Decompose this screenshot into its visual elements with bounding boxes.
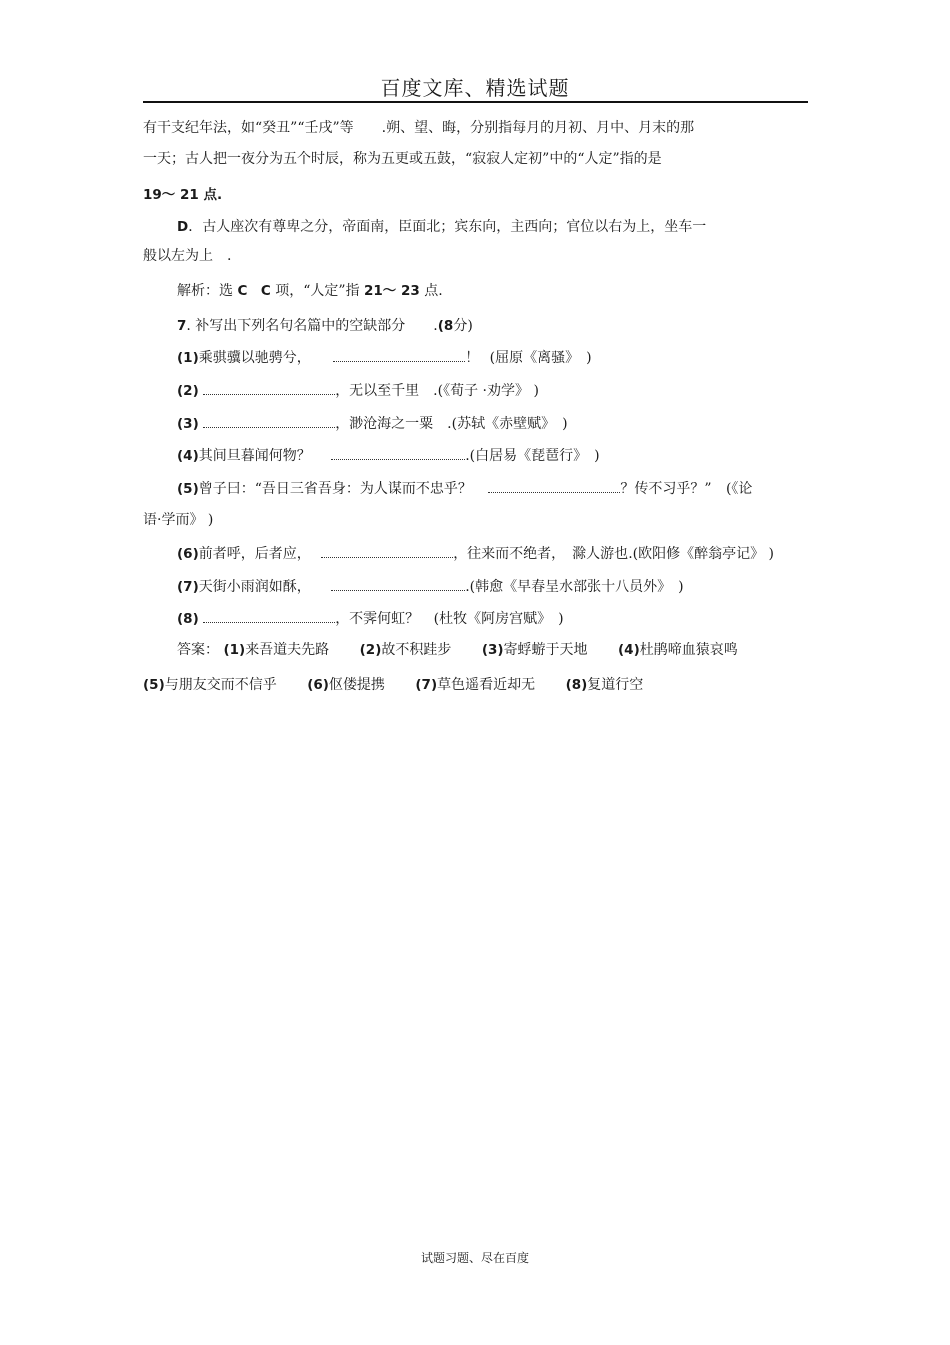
sub-question-1 [177, 349, 592, 367]
fill-blank[interactable] [333, 349, 465, 362]
sub-question-7 [177, 578, 684, 596]
sub-q-source: (苏轼《赤壁赋》 ) [451, 416, 568, 432]
sub-question-5-cont: 语·学而》 ) [143, 512, 214, 528]
sub-q-text: 曾子曰：“吾日三省吾身：为人谋而不忠乎？ [198, 481, 472, 497]
sub-q-source: (杜牧《阿房宫赋》 ) [433, 611, 564, 627]
question-7-score-unit: 分) [453, 318, 473, 334]
header-rule [143, 101, 808, 103]
text-line-2: 一天；古人把一夜分为五个时辰，称为五更或五鼓，“寂寂人定初”中的“人定”指的是 [143, 151, 662, 167]
answer-number: (2) [359, 642, 382, 658]
sub-question-5 [177, 480, 752, 498]
fill-blank[interactable] [488, 480, 620, 493]
sub-q-text: 其间旦暮闻何物？ [198, 448, 311, 464]
sub-q-number: (8) [177, 611, 199, 627]
analysis-text: 项，“人定”指 [275, 283, 360, 299]
sub-q-source: (屈原《离骚》 ) [489, 350, 592, 366]
option-d-letter: D [177, 219, 189, 235]
fill-blank[interactable] [331, 447, 465, 460]
answer-text: 草色遥看近却无 [437, 677, 536, 693]
analysis-line [177, 282, 443, 300]
fill-blank[interactable] [203, 610, 335, 623]
sub-q-text: 乘骐骥以驰骋兮， [198, 350, 311, 366]
answer-text: 复道行空 [587, 677, 644, 693]
answer-text: 与朋友交而不信乎 [164, 677, 277, 693]
option-d [177, 218, 706, 236]
fill-blank[interactable] [203, 415, 335, 428]
answer-number: (7) [415, 677, 438, 693]
answer-text: 来吾道夫先路 [245, 642, 330, 658]
question-7-heading [177, 317, 473, 335]
sub-q-punct: . [465, 448, 470, 464]
answer-number: (5) [143, 677, 165, 693]
sub-q-text-2: ？传不习乎？” [620, 481, 712, 497]
sub-q-text: ，渺沧海之一粟 . [335, 416, 452, 432]
sub-question-6 [177, 545, 774, 563]
sub-q-source: (《荀子 ·劝学》 ) [437, 383, 539, 399]
fill-blank[interactable] [321, 545, 453, 558]
sub-q-number: (5) [177, 481, 199, 497]
sub-q-source: (《论 [725, 481, 753, 497]
sub-q-number: (7) [177, 579, 199, 595]
sub-q-number: (1) [177, 350, 199, 366]
question-7-score: (8 [437, 318, 454, 334]
answer-number: (6) [307, 677, 329, 693]
answer-text: 伛偻提携 [328, 677, 385, 693]
sub-q-text: 前者呼，后者应， [198, 546, 311, 562]
sub-question-3 [177, 415, 568, 433]
analysis-hours: 21～ 23 [364, 283, 420, 299]
question-7-text: . 补写出下列名句名篇中的空缺部分 . [186, 318, 438, 334]
answer-text: 寄蜉蝣于天地 [503, 642, 588, 658]
sub-q-source: (韩愈《早春呈水部张十八员外》 ) [469, 579, 684, 595]
sub-q-text-2: ，往来而不绝者， 滁人游也 [453, 546, 629, 562]
answer-text: 杜鹃啼血猿哀鸣 [639, 642, 738, 658]
fill-blank[interactable] [331, 578, 465, 591]
analysis-end: 点. [424, 283, 443, 299]
text-line-1: 有干支纪年法，如“癸丑”“壬戌”等 .朔、望、晦，分别指每月的月初、月中、月末的那 [143, 120, 695, 136]
sub-q-source: .(欧阳修《醉翁亭记》 ) [628, 546, 775, 562]
answer-line-1 [177, 641, 738, 659]
sub-question-2 [177, 382, 539, 400]
sub-q-number: (6) [177, 546, 199, 562]
answer-number: (8) [565, 677, 588, 693]
option-d-text: ．古人座次有尊卑之分，帝面南，臣面北；宾东向，主西向；官位以右为上，坐车一 [188, 219, 707, 235]
answer-label: 答案： [177, 642, 219, 658]
sub-q-number: (3) [177, 416, 199, 432]
answer-number: (1) [223, 642, 246, 658]
sub-q-source: (白居易《琵琶行》 ) [469, 448, 600, 464]
sub-q-number: (4) [177, 448, 199, 464]
page-header-title: 百度文库、精选试题 [380, 76, 570, 100]
answer-line-2 [143, 676, 643, 694]
sub-q-punct: ！ [465, 350, 480, 366]
sub-q-text: ，无以至千里 . [335, 383, 438, 399]
analysis-label: 解析：选 [177, 283, 233, 299]
sub-question-4 [177, 447, 600, 465]
sub-q-text: 天街小雨润如酥， [198, 579, 311, 595]
fill-blank[interactable] [203, 382, 335, 395]
answer-text: 故不积跬步 [381, 642, 452, 658]
sub-q-number: (2) [177, 383, 199, 399]
sub-q-text: ，不霁何虹？ [335, 611, 420, 627]
option-d-cont: 般以左为上 . [143, 248, 232, 264]
sub-question-8 [177, 610, 564, 628]
question-7-number: 7 [177, 318, 187, 334]
sub-q-punct: . [465, 579, 470, 595]
analysis-choice: C C [237, 283, 271, 299]
page-footer: 试题习题、尽在百度 [420, 1251, 529, 1265]
text-line-3: 19～ 21 点. [143, 187, 223, 203]
answer-number: (4) [618, 642, 640, 658]
answer-number: (3) [481, 642, 504, 658]
